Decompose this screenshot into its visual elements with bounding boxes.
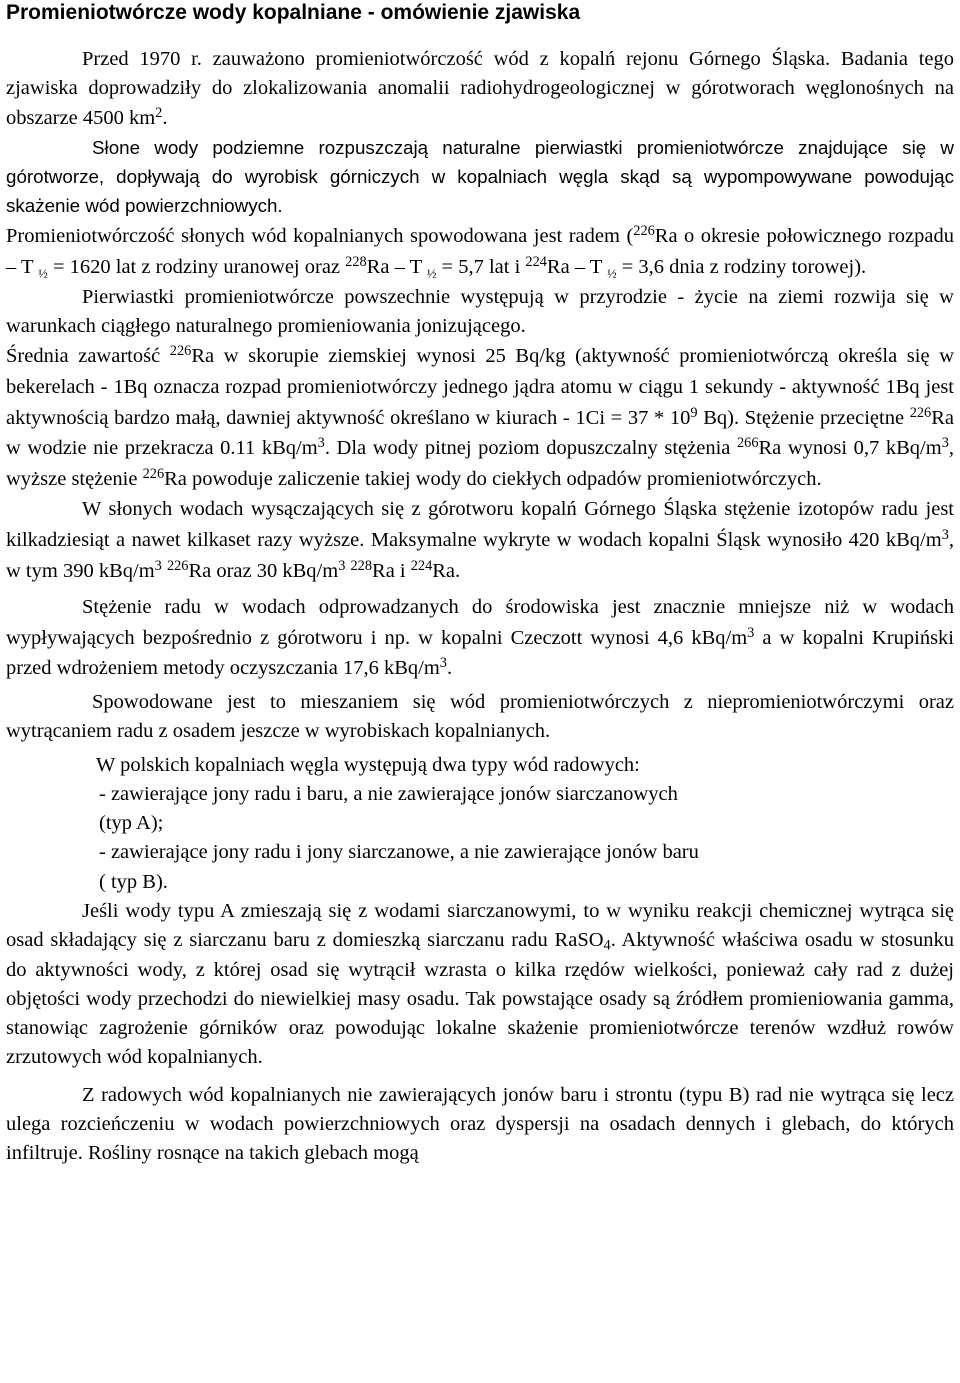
paragraph-silesia-concentrations: W słonych wodach wysączających się z górotworu kopalń Górnego Śląska stężenie izotopów radu jest kilkadziesiąt a nawet kilkaset razy wyższe. Maksymalne wykryte w wodach kopalni Śląsk wynosiło 420 kBq/$m^3$, w tym 390 kBq/$m^3$ $^{226}$Ra oraz 30 kBq/$m^3$ $^{228}$Ra i $^{224}$Ra. xyxy=(6,498,954,582)
paragraph-natural-radiation: Pierwiastki promieniotwórcze powszechnie występują w przyrodzie - życie na ziemi rozwija się w warunkach ciągłego naturalnego promieniowania jonizującego. xyxy=(6,285,954,338)
paragraph-average-content: Średnia zawartość $^{226}$Ra w skorupie ziemskiej wynosi 25 Bq/kg (aktywność promieniotwórczą określa się w bekerelach - 1Bq oznacza rozpad promieniotwórczy jednego jądra atomu w ciągu 1 sekundy - aktywność 1Bq jest aktywnością bardzo małą, dawniej aktywność określano w kiurach - $1Ci = 37 * 10^9$ Bq). Stężenie przeciętne $^{226}$Ra w wodzie nie przekracza 0.11 kBq/$m^3$. Dla wody pitnej poziom dopuszczalny stężenia $^{266}$Ra wynosi 0,7 kBq/$m^3$, wyższe stężenie $^{226}$Ra powoduje zaliczenie takiej wody do ciekłych odpadów promieniotwórczych. xyxy=(6,343,954,490)
paragraph-type-a-sediments: Jeśli wody typu A zmieszają się z wodami siarczanowymi, to w wyniku reakcji chemicznej wytrąca się osad składający się z siarczanu baru z domieszką siarczanu radu RaSO$_4$. Aktywność właściwa osadu w stosunku do aktywności wody, z której osad się wytrącił wzrasta o kilka rzędów wielkości, ponieważ cały rad z dużej objętości wody przechodzi do niewielkiej masy osadu. Tak powstające osady są źródłem promieniowania gamma, stanowiąc zagrożenie górników oraz powodując lokalne skażenie promieniotwórcze terenów wzdłuż rowów zrzutowych wód kopalnianych. xyxy=(6,899,954,1069)
list-item-type-a-label: (typ A); xyxy=(99,812,164,835)
paragraph-discharged-waters: Stężenie radu w wodach odprowadzanych do środowiska jest znacznie mniejsze niż w wodach wypływających bezpośrednio z górotworu i np. w kopalni Czeczott wynosi 4,6 kBq/$m^3$ a w kopalni Krupiński przed wdrożeniem metody oczyszczania 17,6 kBq/$m^3$. xyxy=(6,596,954,680)
document-title: Promieniotwórcze wody kopalniane - omówienie zjawiska xyxy=(6,1,581,24)
paragraph-intro: Przed 1970 r. zauważono promieniotwórczość wód z kopalń rejonu Górnego Śląska. Badania tego zjawiska doprowadziły do zlokalizowania anomalii radiohydrogeologicznej w górotworach węglonośnych na obszarze 4500 $km^2$. xyxy=(6,48,954,129)
list-item-type-b-label: ( typ B). xyxy=(99,870,168,893)
paragraph-salt-waters: Słone wody podziemne rozpuszczają naturalne pierwiastki promieniotwórcze znajdujące się w górotworze, dopływają do wyrobisk górniczych w kopalniach węgla skąd są wypompowywane powodując skażenie wód powierzchniowych. xyxy=(6,136,954,217)
paragraph-radium-sources: Promieniotwórczość słonych wód kopalnianych spowodowana jest radem ($^{226}$Ra o okresie połowicznego rozpadu – T $_{\frac{1}{2}}$ = 1620 lat z rodziny uranowej oraz $^{228}$Ra – T $_{\frac{1}{2}}$ = 5,7 lat i $^{224}$Ra – T $_{\frac{1}{2}}$ = 3,6 dnia z rodziny torowej). xyxy=(6,222,954,281)
list-item-type-a: - zawierające jony radu i baru, a nie zawierające jonów siarczanowych xyxy=(99,782,678,805)
document-page xyxy=(6,0,954,1169)
paragraph-water-types: W polskich kopalniach węgla występują dwa typy wód radowych: xyxy=(96,753,640,776)
paragraph-type-b-waters: Z radowych wód kopalnianych nie zawierających jonów baru i strontu (typu B) rad nie wytrąca się lecz ulega rozcieńczeniu w wodach powierzchniowych oraz dyspersji na osadach dennych i glebach, do których infiltruje. Rośliny rosnące na takich glebach mogą xyxy=(6,1083,954,1165)
list-item-type-b: - zawierające jony radu i jony siarczanowe, a nie zawierające jonów baru xyxy=(99,841,699,864)
paragraph-mixing: Spowodowane jest to mieszaniem się wód promieniotwórczych z niepromieniotwórczymi oraz wytrącaniem radu z osadem jeszcze w wyrobiskach kopalnianych. xyxy=(6,690,954,743)
